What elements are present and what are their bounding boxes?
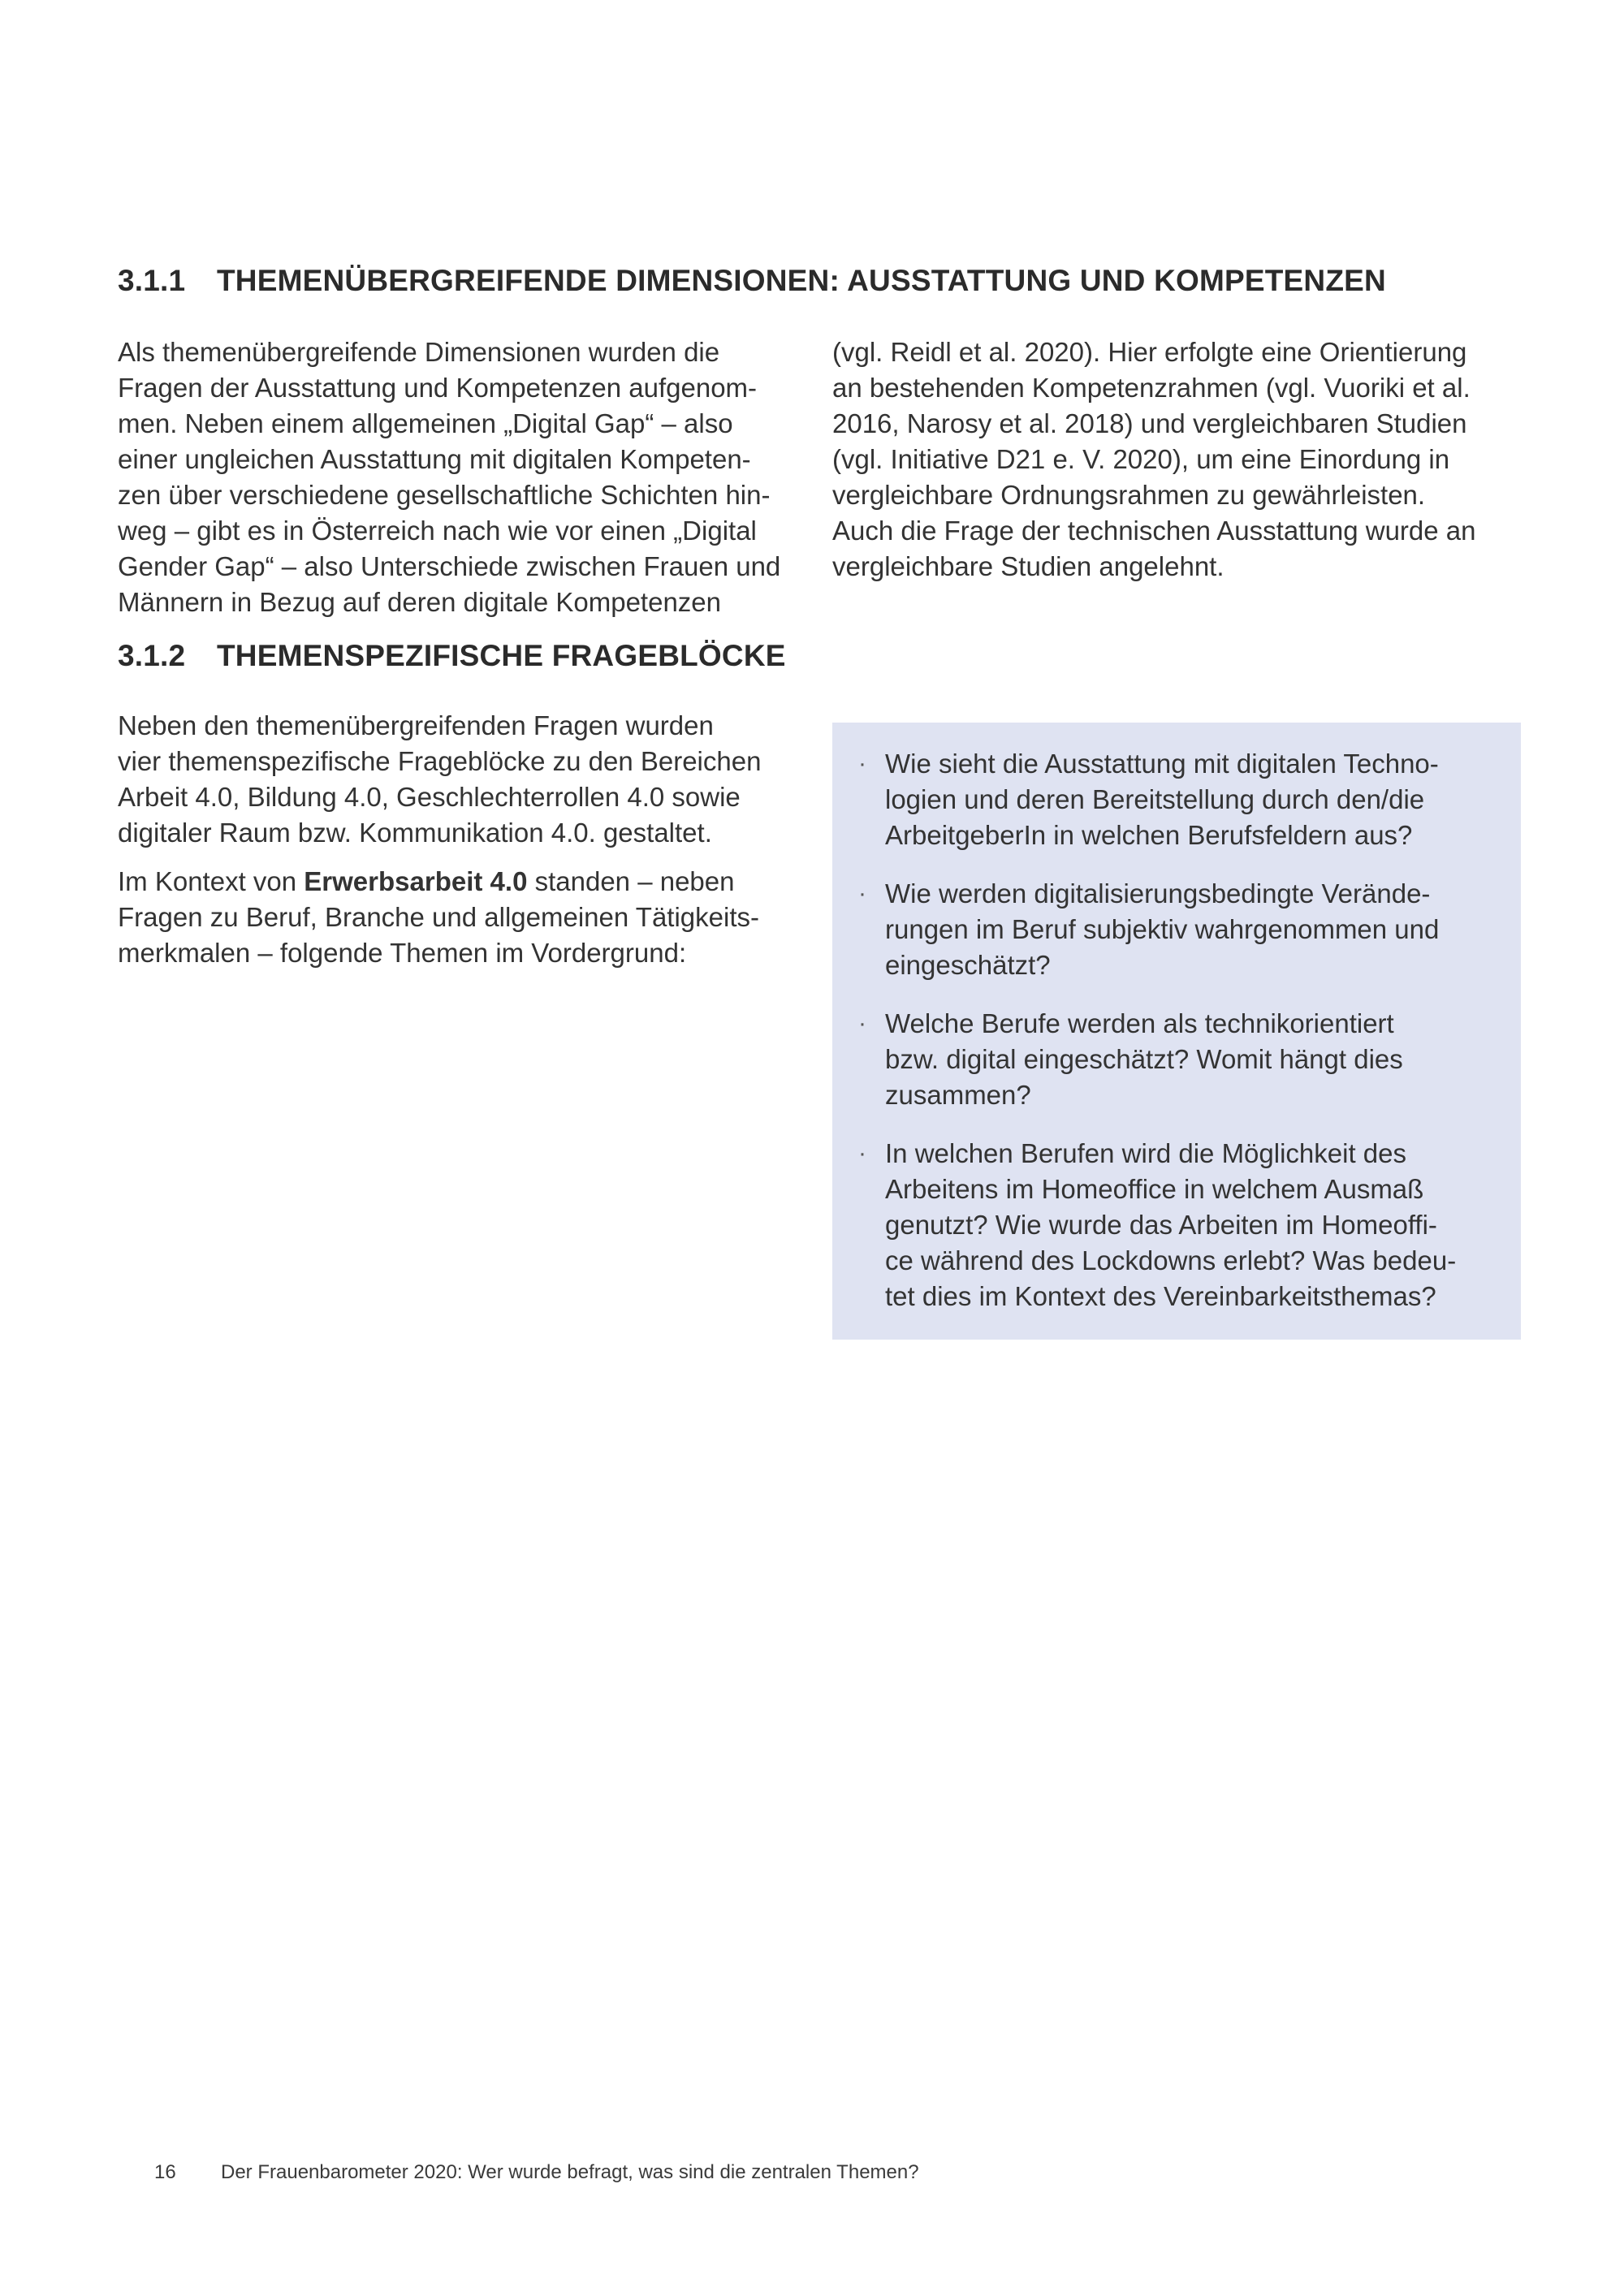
section-3-1-2-left-column bbox=[118, 708, 808, 971]
text-line: (vgl. Reidl et al. 2020). Hier erfolgte eine Orientierung bbox=[832, 337, 1467, 367]
bullet-icon: · bbox=[858, 750, 866, 777]
text-line: (vgl. Initiative D21 e. V. 2020), um eine Einordung in bbox=[832, 444, 1450, 474]
list-item bbox=[858, 1006, 1456, 1113]
text-line: ArbeitgeberIn in welchen Berufsfeldern aus? bbox=[885, 820, 1413, 850]
text-line: Wie werden digitalisierungsbedingte Verände- bbox=[885, 878, 1431, 908]
text-line: Wie sieht die Ausstattung mit digitalen Techno- bbox=[885, 749, 1439, 779]
text-line: Männern in Bezug auf deren digitale Kompetenzen bbox=[118, 587, 721, 617]
paragraph bbox=[118, 708, 808, 851]
text-line: einer ungleichen Ausstattung mit digitalen Kompeten- bbox=[118, 444, 751, 474]
text-line: genutzt? Wie wurde das Arbeiten im Homeoffi- bbox=[885, 1210, 1437, 1240]
text-line: zen über verschiedene gesellschaftliche Schichten hin- bbox=[118, 480, 771, 510]
section-3-1-1-right-column bbox=[832, 334, 1522, 585]
list-item bbox=[858, 746, 1456, 853]
text-line: digitaler Raum bzw. Kommunikation 4.0. gestaltet. bbox=[118, 818, 712, 848]
questions-box bbox=[832, 723, 1521, 1340]
footer-title: Der Frauenbarometer 2020: Wer wurde befragt, was sind die zentralen Themen? bbox=[221, 2161, 919, 2183]
text-line: vergleichbare Studien angelehnt. bbox=[832, 551, 1224, 581]
bullet-icon: · bbox=[858, 880, 866, 907]
text-line: eingeschätzt? bbox=[885, 950, 1051, 980]
questions-list bbox=[858, 746, 1457, 1314]
text-line: Auch die Frage der technischen Ausstattung wurde an bbox=[832, 516, 1476, 546]
bold-term: Erwerbsarbeit 4.0 bbox=[304, 866, 528, 896]
text-line: Welche Berufe werden als technikorientiert bbox=[885, 1008, 1394, 1038]
text-line: zusammen? bbox=[885, 1080, 1031, 1110]
text-line: Neben den themenübergreifenden Fragen wurden bbox=[118, 710, 714, 740]
text-line: Arbeitens im Homeoffice in welchem Ausmaß bbox=[885, 1174, 1424, 1204]
text-line: Arbeit 4.0, Bildung 4.0, Geschlechterrollen 4.0 sowie bbox=[118, 782, 741, 812]
text-run: standen – neben bbox=[527, 866, 735, 896]
heading-title: THEMENSPEZIFISCHE FRAGEBLÖCKE bbox=[217, 639, 786, 672]
paragraph bbox=[118, 334, 808, 620]
heading-number: 3.1.2 bbox=[118, 639, 186, 672]
text-run: Im Kontext von bbox=[118, 866, 304, 896]
bullet-icon: · bbox=[858, 1140, 866, 1167]
text-line: logien und deren Bereitstellung durch den/die bbox=[885, 784, 1425, 814]
text-line: In welchen Berufen wird die Möglichkeit des bbox=[885, 1138, 1407, 1168]
text-line bbox=[118, 864, 808, 900]
text-line: rungen im Beruf subjektiv wahrgenommen und bbox=[885, 914, 1440, 944]
text-line: vier themenspezifische Frageblöcke zu den Bereichen bbox=[118, 746, 762, 776]
section-3-1-1-left-column bbox=[118, 334, 808, 620]
text-line: an bestehenden Kompetenzrahmen (vgl. Vuoriki et al. bbox=[832, 373, 1471, 403]
text-line: Gender Gap“ – also Unterschiede zwischen Frauen und bbox=[118, 551, 781, 581]
bullet-icon: · bbox=[858, 1010, 866, 1037]
paragraph bbox=[118, 864, 808, 971]
text-line: Fragen der Ausstattung und Kompetenzen aufgenom- bbox=[118, 373, 758, 403]
text-line: men. Neben einem allgemeinen „Digital Gap“ – also bbox=[118, 408, 733, 438]
heading-3-1-2 bbox=[118, 639, 786, 673]
paragraph bbox=[832, 334, 1522, 585]
text-line: 2016, Narosy et al. 2018) und vergleichbaren Studien bbox=[832, 408, 1467, 438]
text-line: weg – gibt es in Österreich nach wie vor einen „Digital bbox=[118, 516, 757, 546]
text-line: Fragen zu Beruf, Branche und allgemeinen Tätigkeits- bbox=[118, 902, 760, 932]
text-line: merkmalen – folgende Themen im Vordergrund: bbox=[118, 938, 687, 968]
heading-3-1-1 bbox=[118, 264, 1386, 298]
text-line: vergleichbare Ordnungsrahmen zu gewährleisten. bbox=[832, 480, 1426, 510]
heading-number: 3.1.1 bbox=[118, 264, 186, 297]
text-line: Als themenübergreifende Dimensionen wurden die bbox=[118, 337, 720, 367]
list-item bbox=[858, 1136, 1457, 1314]
list-item bbox=[858, 876, 1456, 983]
heading-title: THEMENÜBERGREIFENDE DIMENSIONEN: AUSSTATTUNG UND KOMPETENZEN bbox=[217, 264, 1386, 297]
text-line: bzw. digital eingeschätzt? Womit hängt dies bbox=[885, 1044, 1403, 1074]
text-line: ce während des Lockdowns erlebt? Was bedeu- bbox=[885, 1245, 1457, 1275]
text-line: tet dies im Kontext des Vereinbarkeitsthemas? bbox=[885, 1281, 1436, 1311]
page-number: 16 bbox=[154, 2161, 176, 2183]
